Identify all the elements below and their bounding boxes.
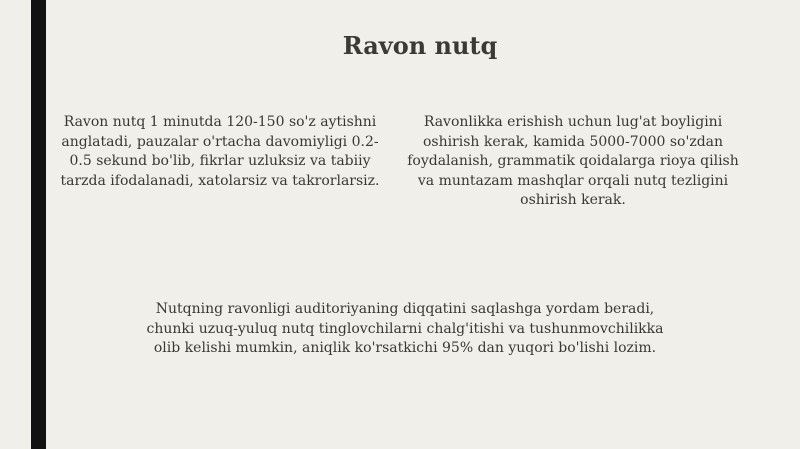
left-accent-bar [31,0,46,449]
slide-title: Ravon nutq [342,31,498,60]
bottom-paragraph: Nutqning ravonligi auditoriyaning diqqatini saqlashga yordam beradi, chunki uzuq-yuluq nutq tinglovchilarni chalg'itishi va tushunmovchilikka olib kelishi mumkin, aniqlik ko'rsatkichi 95% dan yuqori bo'lishi lozim. [146,301,664,356]
left-paragraph: Ravon nutq 1 minutda 120-150 so'z aytishni anglatadi, pauzalar o'rtacha davomiyligi 0.2-0.5 sekund bo'lib, fikrlar uzluksiz va tabiiy tarzda ifodalanadi, xatolarsiz va takrorlarsiz. [60,114,380,189]
right-paragraph: Ravonlikka erishish uchun lug'at boyligini oshirish kerak, kamida 5000-7000 so'zdan foydalanish, grammatik qoidalarga rioya qilish va muntazam mashqlar orqali nutq tezligini oshirish kerak. [407,114,739,208]
